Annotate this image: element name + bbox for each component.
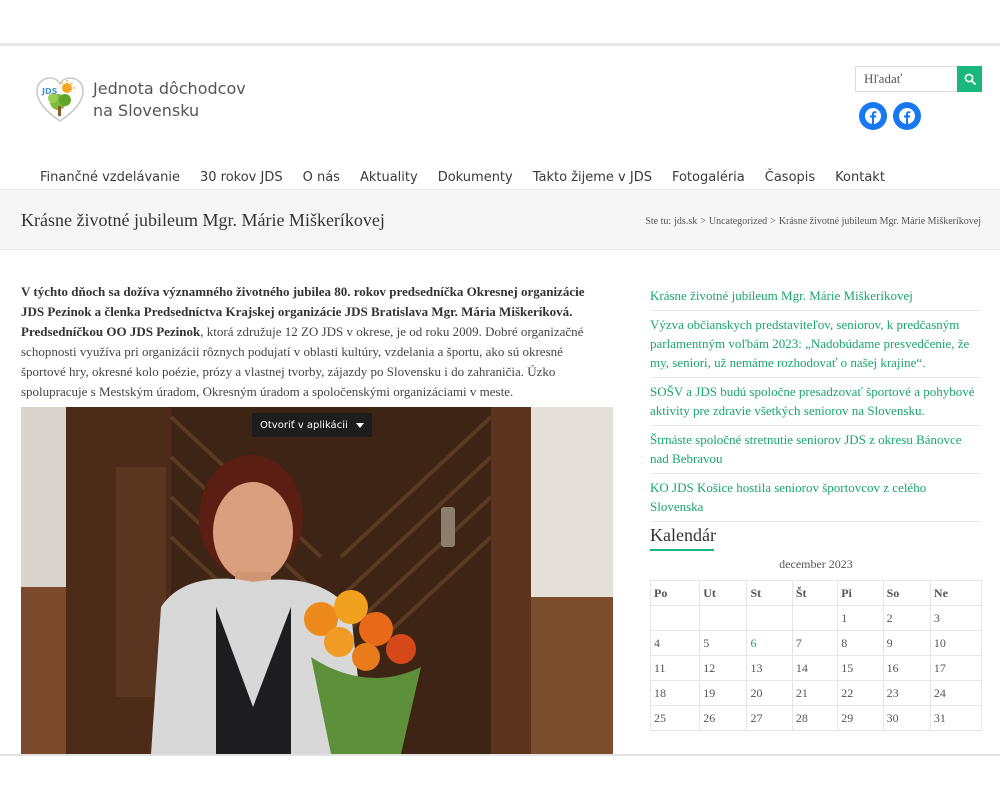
search-form: [855, 66, 982, 92]
recent-post-link[interactable]: Výzva občianskych predstaviteľov, seniorov, k predčasným parlamentným voľbám 2023: „Nadobúdame presvedčenie, že my, seniori, už nemáme rozhodovať o našej krajine“.: [650, 317, 970, 370]
nav-item-aktuality[interactable]: Aktuality: [359, 170, 418, 185]
calendar-day-header: Po: [651, 581, 700, 606]
recent-post-link[interactable]: SOŠV a JDS budú spoločne presadzovať športové a pohybové aktivity pre zdravie všetkých seniorov na Slovensku.: [650, 384, 975, 418]
calendar-day: 5: [700, 631, 747, 656]
calendar-day-header: Ut: [700, 581, 747, 606]
calendar-day: 18: [651, 681, 700, 706]
breadcrumb-home-link[interactable]: jds.sk: [674, 216, 698, 227]
calendar-week-row: [651, 656, 982, 681]
recent-post-item: [650, 474, 982, 522]
calendar-empty-cell: [651, 606, 700, 631]
site-name-line2: na Slovensku: [93, 101, 200, 120]
calendar-day: 24: [930, 681, 981, 706]
web-page: [0, 46, 1000, 754]
calendar-day: 31: [930, 706, 981, 731]
main-nav: [30, 170, 895, 186]
calendar-day: 16: [883, 656, 930, 681]
calendar-day: 15: [838, 656, 883, 681]
calendar-day-header: Ne: [930, 581, 981, 606]
breadcrumb: [645, 216, 981, 227]
calendar-day-header: Pi: [838, 581, 883, 606]
caret-down-icon: [356, 423, 364, 428]
calendar-day: 7: [792, 631, 837, 656]
calendar-day: 30: [883, 706, 930, 731]
search-input[interactable]: [855, 66, 957, 92]
calendar-day: 1: [838, 606, 883, 631]
calendar-empty-cell: [700, 606, 747, 631]
nav-item-30-rokov-jds[interactable]: 30 rokov JDS: [199, 170, 283, 185]
page-title: Krásne životné jubileum Mgr. Márie Miškeríkovej: [21, 210, 385, 230]
calendar-day: 13: [747, 656, 792, 681]
calendar-day: 26: [700, 706, 747, 731]
article-photo[interactable]: [21, 407, 613, 754]
recent-post-link[interactable]: Štrnáste spoločné stretnutie seniorov JDS z okresu Bánovce nad Bebravou: [650, 432, 962, 466]
nav-item-financne-vzdelavanie[interactable]: Finančné vzdelávanie: [40, 170, 180, 185]
recent-post-link[interactable]: KO JDS Košice hostila seniorov športovcov z celého Slovenska: [650, 480, 927, 514]
calendar-day: 28: [792, 706, 837, 731]
calendar-day: 2: [883, 606, 930, 631]
calendar-empty-cell: [747, 606, 792, 631]
breadcrumb-separator: >: [700, 216, 706, 227]
open-in-app-label: Otvoriť v aplikácii: [260, 419, 348, 431]
calendar-table: [650, 557, 982, 731]
breadcrumb-prefix: Ste tu:: [645, 216, 672, 227]
calendar-day: 14: [792, 656, 837, 681]
calendar-day: 8: [838, 631, 883, 656]
social-links: [859, 102, 921, 130]
breadcrumb-category-link[interactable]: Uncategorized: [708, 216, 768, 227]
calendar-days-row: [651, 581, 982, 606]
calendar-day: 4: [651, 631, 700, 656]
calendar-day: 10: [930, 631, 981, 656]
calendar-day: 3: [930, 606, 981, 631]
calendar-day: 29: [838, 706, 883, 731]
calendar-day-link[interactable]: 6: [747, 631, 792, 656]
article-text: [21, 282, 601, 402]
calendar-week-row: [651, 681, 982, 706]
recent-posts-list: [650, 282, 982, 522]
calendar-caption: december 2023: [779, 557, 853, 571]
site-logo[interactable]: [34, 74, 246, 126]
calendar-day: 27: [747, 706, 792, 731]
facebook-icon: [898, 107, 916, 125]
breadcrumb-current: Krásne životné jubileum Mgr. Márie Miškeríkovej: [778, 216, 981, 227]
calendar-day: 19: [700, 681, 747, 706]
calendar-day-header: Št: [792, 581, 837, 606]
nav-item-fotogaleria[interactable]: Fotogaléria: [671, 170, 745, 185]
nav-item-takto-zijeme[interactable]: Takto žijeme v JDS: [532, 170, 652, 185]
search-icon: [964, 73, 976, 85]
calendar-heading-underline: [650, 549, 714, 551]
recent-post-item: [650, 311, 982, 378]
nav-item-dokumenty[interactable]: Dokumenty: [437, 170, 513, 185]
calendar-week-row: [651, 606, 982, 631]
calendar-day: 22: [838, 681, 883, 706]
facebook-link-1[interactable]: [859, 102, 887, 130]
calendar-day: 25: [651, 706, 700, 731]
calendar-day: 23: [883, 681, 930, 706]
facebook-link-2[interactable]: [893, 102, 921, 130]
calendar-heading: Kalendár: [650, 525, 716, 545]
recent-post-item: [650, 282, 982, 311]
calendar-day: 9: [883, 631, 930, 656]
page-title-bar: [0, 189, 1000, 250]
recent-post-link[interactable]: Krásne životné jubileum Mgr. Márie Miškeríkovej: [650, 288, 913, 303]
recent-post-item: [650, 426, 982, 474]
nav-item-casopis[interactable]: Časopis: [764, 170, 816, 185]
calendar-day: 12: [700, 656, 747, 681]
article-body: , ktorá združuje 12 ZO JDS v okrese, je od roku 2009. Dobré organizačné schopnosti využíva pri organizácii rôznych podujatí v oblasti kultúry, vzdelania a športu, ako sú okresné športové hry, okresné kolo poézie, prózy a vlastnej tvorby, zájazdy po Slovensku i do zahraničia. Úzko spolupracuje s Mestským úradom, Okresným úradom a spoločenskými organizáciami v meste.: [21, 324, 584, 399]
calendar-week-row: [651, 706, 982, 731]
window-bottom-rule: [0, 754, 1000, 756]
calendar-day-header: So: [883, 581, 930, 606]
nav-item-o-nas[interactable]: O nás: [302, 170, 340, 185]
site-name: [93, 78, 246, 122]
breadcrumb-separator: >: [770, 216, 776, 227]
site-name-line1: Jednota dôchodcov: [93, 79, 246, 98]
jds-logo-icon: [34, 74, 86, 126]
calendar-body: [651, 606, 982, 731]
search-button[interactable]: [957, 66, 982, 92]
calendar-week-row: [651, 631, 982, 656]
calendar-day: 11: [651, 656, 700, 681]
facebook-icon: [864, 107, 882, 125]
calendar-empty-cell: [792, 606, 837, 631]
calendar-day: 20: [747, 681, 792, 706]
open-in-app-button[interactable]: [252, 413, 372, 437]
svg-text:JDS: JDS: [42, 87, 58, 96]
recent-post-item: [650, 378, 982, 426]
calendar-day: 17: [930, 656, 981, 681]
article-lead-bold: V týchto dňoch sa dožíva významného životného jubilea 80. rokov predsedníčka Okresnej organizácie JDS Pezinok a členka Predsedníctva Krajskej organizácie JDS Bratislava Mgr. Mária Miškeríková. Predsedníčkou OO JDS Pezinok: [21, 284, 585, 339]
calendar-day: 21: [792, 681, 837, 706]
calendar-day-header: St: [747, 581, 792, 606]
nav-item-kontakt[interactable]: Kontakt: [835, 170, 885, 185]
